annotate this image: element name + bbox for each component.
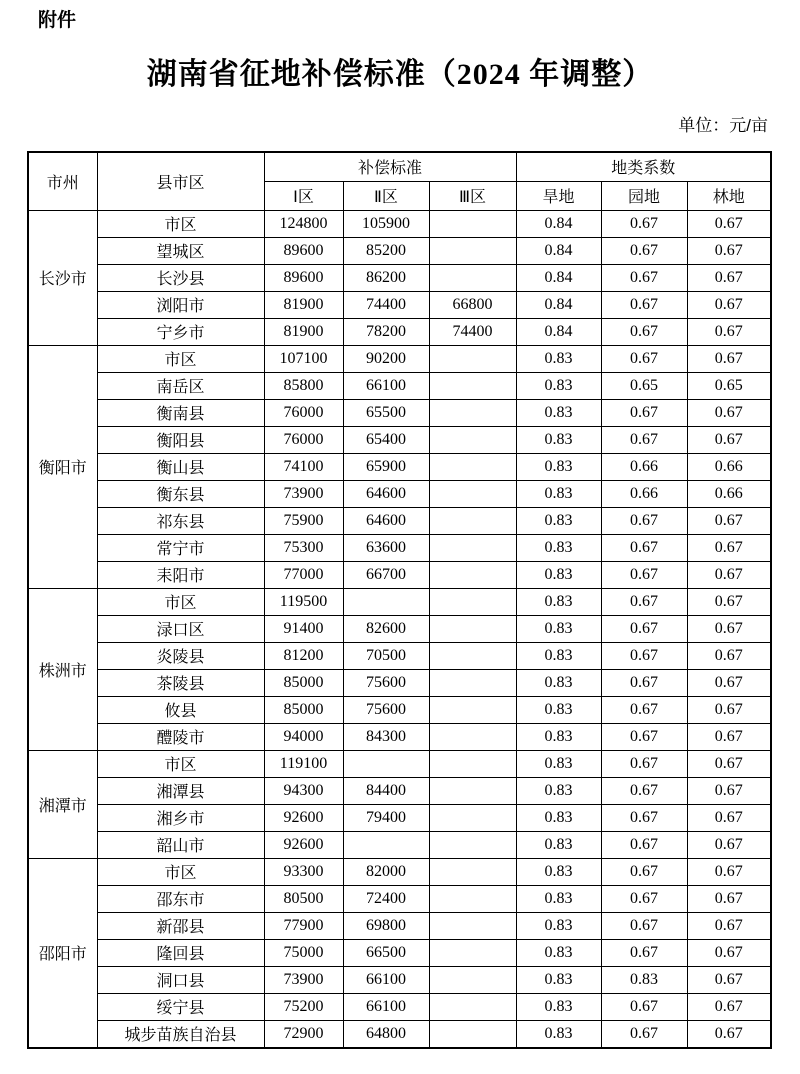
forest-cell: 0.67 bbox=[687, 507, 771, 534]
dryland-cell: 0.84 bbox=[516, 237, 601, 264]
header-zone2: Ⅱ区 bbox=[343, 181, 429, 210]
zone1-cell: 73900 bbox=[264, 966, 343, 993]
attachment-label: 附件 bbox=[38, 10, 77, 31]
garden-cell: 0.67 bbox=[601, 534, 687, 561]
garden-cell: 0.83 bbox=[601, 966, 687, 993]
zone3-cell bbox=[429, 669, 516, 696]
dryland-cell: 0.83 bbox=[516, 723, 601, 750]
forest-cell: 0.67 bbox=[687, 939, 771, 966]
county-cell: 衡阳县 bbox=[97, 426, 264, 453]
dryland-cell: 0.84 bbox=[516, 264, 601, 291]
forest-cell: 0.67 bbox=[687, 345, 771, 372]
zone2-cell: 66500 bbox=[343, 939, 429, 966]
city-cell: 邵阳市 bbox=[28, 858, 97, 1048]
forest-cell: 0.67 bbox=[687, 993, 771, 1020]
zone2-cell: 66100 bbox=[343, 966, 429, 993]
county-cell: 城步苗族自治县 bbox=[97, 1020, 264, 1048]
dryland-cell: 0.84 bbox=[516, 318, 601, 345]
zone2-cell: 84300 bbox=[343, 723, 429, 750]
zone2-cell: 85200 bbox=[343, 237, 429, 264]
header-row-1 bbox=[28, 152, 771, 182]
table-body bbox=[28, 210, 771, 1048]
zone2-cell: 69800 bbox=[343, 912, 429, 939]
county-cell: 市区 bbox=[97, 858, 264, 885]
table-row bbox=[28, 372, 771, 399]
forest-cell: 0.67 bbox=[687, 669, 771, 696]
dryland-cell: 0.83 bbox=[516, 939, 601, 966]
forest-cell: 0.67 bbox=[687, 264, 771, 291]
garden-cell: 0.66 bbox=[601, 453, 687, 480]
zone1-cell: 92600 bbox=[264, 831, 343, 858]
zone3-cell: 74400 bbox=[429, 318, 516, 345]
zone3-cell bbox=[429, 912, 516, 939]
dryland-cell: 0.83 bbox=[516, 642, 601, 669]
table-row bbox=[28, 966, 771, 993]
dryland-cell: 0.83 bbox=[516, 777, 601, 804]
zone3-cell bbox=[429, 723, 516, 750]
dryland-cell: 0.83 bbox=[516, 993, 601, 1020]
county-cell: 湘潭县 bbox=[97, 777, 264, 804]
table-row bbox=[28, 453, 771, 480]
dryland-cell: 0.83 bbox=[516, 453, 601, 480]
forest-cell: 0.67 bbox=[687, 912, 771, 939]
dryland-cell: 0.83 bbox=[516, 426, 601, 453]
forest-cell: 0.65 bbox=[687, 372, 771, 399]
forest-cell: 0.67 bbox=[687, 858, 771, 885]
zone1-cell: 85800 bbox=[264, 372, 343, 399]
zone2-cell: 90200 bbox=[343, 345, 429, 372]
zone1-cell: 94000 bbox=[264, 723, 343, 750]
zone3-cell bbox=[429, 345, 516, 372]
zone3-cell bbox=[429, 804, 516, 831]
zone3-cell bbox=[429, 534, 516, 561]
garden-cell: 0.65 bbox=[601, 372, 687, 399]
table-row bbox=[28, 399, 771, 426]
zone2-cell bbox=[343, 750, 429, 777]
zone2-cell: 78200 bbox=[343, 318, 429, 345]
dryland-cell: 0.83 bbox=[516, 885, 601, 912]
zone3-cell bbox=[429, 750, 516, 777]
county-cell: 衡东县 bbox=[97, 480, 264, 507]
zone3-cell bbox=[429, 210, 516, 237]
dryland-cell: 0.83 bbox=[516, 588, 601, 615]
zone1-cell: 77900 bbox=[264, 912, 343, 939]
dryland-cell: 0.83 bbox=[516, 669, 601, 696]
garden-cell: 0.67 bbox=[601, 723, 687, 750]
forest-cell: 0.67 bbox=[687, 534, 771, 561]
dryland-cell: 0.83 bbox=[516, 561, 601, 588]
city-cell: 长沙市 bbox=[28, 210, 97, 345]
county-cell: 醴陵市 bbox=[97, 723, 264, 750]
dryland-cell: 0.83 bbox=[516, 831, 601, 858]
zone1-cell: 75900 bbox=[264, 507, 343, 534]
zone2-cell: 66700 bbox=[343, 561, 429, 588]
zone2-cell: 72400 bbox=[343, 885, 429, 912]
zone1-cell: 119100 bbox=[264, 750, 343, 777]
zone1-cell: 119500 bbox=[264, 588, 343, 615]
forest-cell: 0.67 bbox=[687, 696, 771, 723]
table-row bbox=[28, 264, 771, 291]
city-cell: 衡阳市 bbox=[28, 345, 97, 588]
garden-cell: 0.67 bbox=[601, 939, 687, 966]
table-header bbox=[28, 152, 771, 211]
zone3-cell bbox=[429, 480, 516, 507]
garden-cell: 0.67 bbox=[601, 912, 687, 939]
garden-cell: 0.67 bbox=[601, 291, 687, 318]
garden-cell: 0.67 bbox=[601, 696, 687, 723]
garden-cell: 0.67 bbox=[601, 318, 687, 345]
forest-cell: 0.67 bbox=[687, 561, 771, 588]
header-zone1: Ⅰ区 bbox=[264, 181, 343, 210]
garden-cell: 0.67 bbox=[601, 615, 687, 642]
zone2-cell: 63600 bbox=[343, 534, 429, 561]
zone1-cell: 81900 bbox=[264, 318, 343, 345]
zone1-cell: 81900 bbox=[264, 291, 343, 318]
dryland-cell: 0.84 bbox=[516, 210, 601, 237]
table-row bbox=[28, 993, 771, 1020]
header-compensation-group: 补偿标准 bbox=[264, 152, 516, 182]
dryland-cell: 0.83 bbox=[516, 696, 601, 723]
dryland-cell: 0.83 bbox=[516, 372, 601, 399]
forest-cell: 0.67 bbox=[687, 804, 771, 831]
zone3-cell bbox=[429, 372, 516, 399]
county-cell: 茶陵县 bbox=[97, 669, 264, 696]
county-cell: 宁乡市 bbox=[97, 318, 264, 345]
table-row bbox=[28, 696, 771, 723]
county-cell: 炎陵县 bbox=[97, 642, 264, 669]
table-row bbox=[28, 642, 771, 669]
header-garden: 园地 bbox=[601, 181, 687, 210]
compensation-table bbox=[27, 151, 772, 1049]
zone3-cell bbox=[429, 831, 516, 858]
table-row bbox=[28, 858, 771, 885]
dryland-cell: 0.83 bbox=[516, 615, 601, 642]
dryland-cell: 0.83 bbox=[516, 912, 601, 939]
dryland-cell: 0.83 bbox=[516, 804, 601, 831]
zone1-cell: 72900 bbox=[264, 1020, 343, 1048]
city-cell: 株洲市 bbox=[28, 588, 97, 750]
garden-cell: 0.67 bbox=[601, 345, 687, 372]
county-cell: 邵东市 bbox=[97, 885, 264, 912]
county-cell: 衡山县 bbox=[97, 453, 264, 480]
forest-cell: 0.67 bbox=[687, 1020, 771, 1048]
garden-cell: 0.67 bbox=[601, 399, 687, 426]
garden-cell: 0.66 bbox=[601, 480, 687, 507]
zone1-cell: 93300 bbox=[264, 858, 343, 885]
zone2-cell: 65900 bbox=[343, 453, 429, 480]
dryland-cell: 0.84 bbox=[516, 291, 601, 318]
zone3-cell bbox=[429, 1020, 516, 1048]
zone1-cell: 80500 bbox=[264, 885, 343, 912]
dryland-cell: 0.83 bbox=[516, 480, 601, 507]
forest-cell: 0.67 bbox=[687, 588, 771, 615]
zone3-cell bbox=[429, 939, 516, 966]
table-row bbox=[28, 345, 771, 372]
zone3-cell bbox=[429, 507, 516, 534]
zone1-cell: 85000 bbox=[264, 669, 343, 696]
zone1-cell: 89600 bbox=[264, 237, 343, 264]
zone3-cell bbox=[429, 561, 516, 588]
garden-cell: 0.67 bbox=[601, 885, 687, 912]
table-row bbox=[28, 561, 771, 588]
garden-cell: 0.67 bbox=[601, 1020, 687, 1048]
garden-cell: 0.67 bbox=[601, 237, 687, 264]
zone3-cell bbox=[429, 264, 516, 291]
forest-cell: 0.67 bbox=[687, 642, 771, 669]
forest-cell: 0.67 bbox=[687, 237, 771, 264]
county-cell: 渌口区 bbox=[97, 615, 264, 642]
forest-cell: 0.67 bbox=[687, 291, 771, 318]
county-cell: 市区 bbox=[97, 345, 264, 372]
table-row bbox=[28, 615, 771, 642]
garden-cell: 0.67 bbox=[601, 561, 687, 588]
zone2-cell: 70500 bbox=[343, 642, 429, 669]
forest-cell: 0.67 bbox=[687, 831, 771, 858]
header-dryland: 旱地 bbox=[516, 181, 601, 210]
zone2-cell: 65500 bbox=[343, 399, 429, 426]
zone3-cell bbox=[429, 426, 516, 453]
zone2-cell bbox=[343, 831, 429, 858]
forest-cell: 0.66 bbox=[687, 453, 771, 480]
zone1-cell: 124800 bbox=[264, 210, 343, 237]
table-row bbox=[28, 291, 771, 318]
header-forest: 林地 bbox=[687, 181, 771, 210]
county-cell: 湘乡市 bbox=[97, 804, 264, 831]
forest-cell: 0.66 bbox=[687, 480, 771, 507]
table-row bbox=[28, 669, 771, 696]
county-cell: 隆回县 bbox=[97, 939, 264, 966]
dryland-cell: 0.83 bbox=[516, 345, 601, 372]
forest-cell: 0.67 bbox=[687, 615, 771, 642]
header-coefficient-group: 地类系数 bbox=[516, 152, 771, 182]
zone1-cell: 89600 bbox=[264, 264, 343, 291]
zone1-cell: 76000 bbox=[264, 399, 343, 426]
zone1-cell: 74100 bbox=[264, 453, 343, 480]
zone2-cell: 66100 bbox=[343, 993, 429, 1020]
zone3-cell bbox=[429, 696, 516, 723]
header-county: 县市区 bbox=[97, 152, 264, 211]
zone1-cell: 107100 bbox=[264, 345, 343, 372]
zone2-cell: 75600 bbox=[343, 669, 429, 696]
zone1-cell: 75000 bbox=[264, 939, 343, 966]
county-cell: 市区 bbox=[97, 588, 264, 615]
county-cell: 望城区 bbox=[97, 237, 264, 264]
table-row bbox=[28, 1020, 771, 1048]
table-row bbox=[28, 588, 771, 615]
zone1-cell: 77000 bbox=[264, 561, 343, 588]
zone3-cell bbox=[429, 453, 516, 480]
forest-cell: 0.67 bbox=[687, 210, 771, 237]
zone3-cell: 66800 bbox=[429, 291, 516, 318]
table-row bbox=[28, 507, 771, 534]
zone3-cell bbox=[429, 858, 516, 885]
zone1-cell: 76000 bbox=[264, 426, 343, 453]
page-title: 湖南省征地补偿标准（2024 年调整） bbox=[146, 57, 654, 91]
zone1-cell: 81200 bbox=[264, 642, 343, 669]
table-row bbox=[28, 885, 771, 912]
table-row bbox=[28, 777, 771, 804]
zone3-cell bbox=[429, 777, 516, 804]
zone2-cell: 74400 bbox=[343, 291, 429, 318]
forest-cell: 0.67 bbox=[687, 750, 771, 777]
garden-cell: 0.67 bbox=[601, 777, 687, 804]
zone2-cell: 82000 bbox=[343, 858, 429, 885]
zone2-cell: 64800 bbox=[343, 1020, 429, 1048]
zone1-cell: 73900 bbox=[264, 480, 343, 507]
dryland-cell: 0.83 bbox=[516, 534, 601, 561]
zone1-cell: 75300 bbox=[264, 534, 343, 561]
dryland-cell: 0.83 bbox=[516, 750, 601, 777]
forest-cell: 0.67 bbox=[687, 723, 771, 750]
garden-cell: 0.67 bbox=[601, 858, 687, 885]
county-cell: 浏阳市 bbox=[97, 291, 264, 318]
dryland-cell: 0.83 bbox=[516, 507, 601, 534]
garden-cell: 0.67 bbox=[601, 507, 687, 534]
county-cell: 市区 bbox=[97, 210, 264, 237]
header-city: 市州 bbox=[28, 152, 97, 211]
header-zone3: Ⅲ区 bbox=[429, 181, 516, 210]
zone3-cell bbox=[429, 588, 516, 615]
garden-cell: 0.67 bbox=[601, 804, 687, 831]
zone3-cell bbox=[429, 966, 516, 993]
table-row bbox=[28, 210, 771, 237]
forest-cell: 0.67 bbox=[687, 777, 771, 804]
zone2-cell: 65400 bbox=[343, 426, 429, 453]
zone3-cell bbox=[429, 885, 516, 912]
county-cell: 攸县 bbox=[97, 696, 264, 723]
zone1-cell: 94300 bbox=[264, 777, 343, 804]
garden-cell: 0.67 bbox=[601, 426, 687, 453]
garden-cell: 0.67 bbox=[601, 993, 687, 1020]
zone2-cell: 75600 bbox=[343, 696, 429, 723]
county-cell: 新邵县 bbox=[97, 912, 264, 939]
zone2-cell: 84400 bbox=[343, 777, 429, 804]
county-cell: 市区 bbox=[97, 750, 264, 777]
table-row bbox=[28, 480, 771, 507]
zone1-cell: 85000 bbox=[264, 696, 343, 723]
county-cell: 祁东县 bbox=[97, 507, 264, 534]
zone2-cell: 82600 bbox=[343, 615, 429, 642]
dryland-cell: 0.83 bbox=[516, 966, 601, 993]
zone2-cell: 64600 bbox=[343, 480, 429, 507]
forest-cell: 0.67 bbox=[687, 966, 771, 993]
table-row bbox=[28, 831, 771, 858]
garden-cell: 0.67 bbox=[601, 210, 687, 237]
dryland-cell: 0.83 bbox=[516, 858, 601, 885]
zone2-cell: 105900 bbox=[343, 210, 429, 237]
table-row bbox=[28, 237, 771, 264]
county-cell: 南岳区 bbox=[97, 372, 264, 399]
garden-cell: 0.67 bbox=[601, 669, 687, 696]
county-cell: 常宁市 bbox=[97, 534, 264, 561]
zone3-cell bbox=[429, 399, 516, 426]
zone3-cell bbox=[429, 615, 516, 642]
unit-label: 单位：元/亩 bbox=[678, 115, 768, 135]
garden-cell: 0.67 bbox=[601, 750, 687, 777]
table-row bbox=[28, 318, 771, 345]
table-row bbox=[28, 426, 771, 453]
zone3-cell bbox=[429, 993, 516, 1020]
zone2-cell: 66100 bbox=[343, 372, 429, 399]
dryland-cell: 0.83 bbox=[516, 1020, 601, 1048]
county-cell: 衡南县 bbox=[97, 399, 264, 426]
forest-cell: 0.67 bbox=[687, 399, 771, 426]
county-cell: 耒阳市 bbox=[97, 561, 264, 588]
zone2-cell: 86200 bbox=[343, 264, 429, 291]
zone2-cell bbox=[343, 588, 429, 615]
county-cell: 绥宁县 bbox=[97, 993, 264, 1020]
zone1-cell: 91400 bbox=[264, 615, 343, 642]
forest-cell: 0.67 bbox=[687, 885, 771, 912]
dryland-cell: 0.83 bbox=[516, 399, 601, 426]
county-cell: 韶山市 bbox=[97, 831, 264, 858]
county-cell: 长沙县 bbox=[97, 264, 264, 291]
forest-cell: 0.67 bbox=[687, 318, 771, 345]
table-row bbox=[28, 723, 771, 750]
city-cell: 湘潭市 bbox=[28, 750, 97, 858]
zone2-cell: 64600 bbox=[343, 507, 429, 534]
table-row bbox=[28, 912, 771, 939]
garden-cell: 0.67 bbox=[601, 642, 687, 669]
zone1-cell: 75200 bbox=[264, 993, 343, 1020]
table-row bbox=[28, 534, 771, 561]
zone1-cell: 92600 bbox=[264, 804, 343, 831]
zone3-cell bbox=[429, 237, 516, 264]
zone3-cell bbox=[429, 642, 516, 669]
garden-cell: 0.67 bbox=[601, 588, 687, 615]
table-row bbox=[28, 804, 771, 831]
garden-cell: 0.67 bbox=[601, 831, 687, 858]
county-cell: 洞口县 bbox=[97, 966, 264, 993]
zone2-cell: 79400 bbox=[343, 804, 429, 831]
forest-cell: 0.67 bbox=[687, 426, 771, 453]
garden-cell: 0.67 bbox=[601, 264, 687, 291]
table-row bbox=[28, 939, 771, 966]
table-row bbox=[28, 750, 771, 777]
